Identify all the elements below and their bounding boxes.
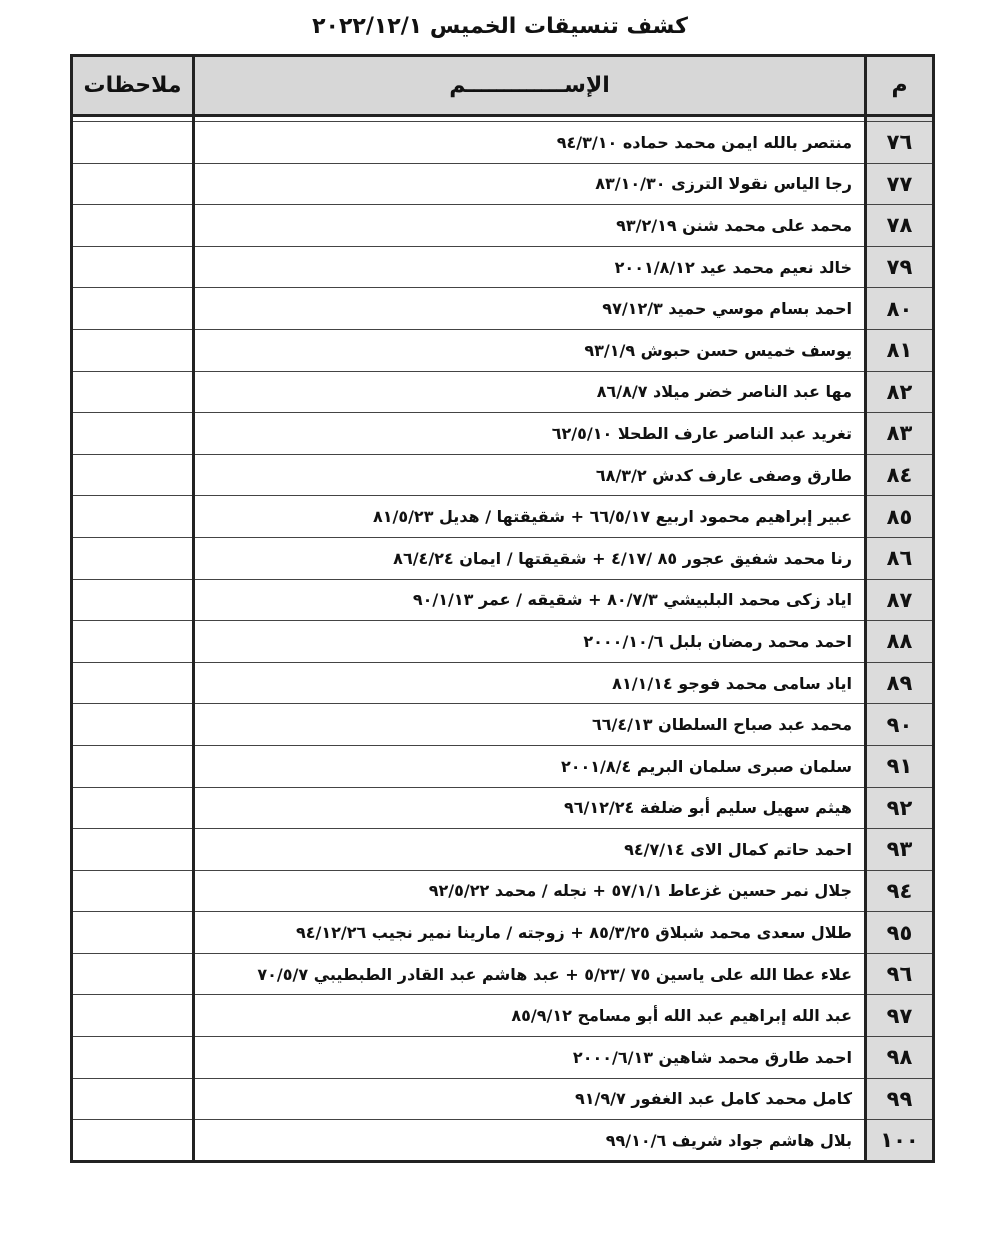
row-notes <box>72 122 194 164</box>
row-name: مها عبد الناصر خضر ميلاد ٨٦/٨/٧ <box>194 371 866 413</box>
table-row <box>72 537 934 579</box>
row-number: ٧٦ <box>866 122 934 164</box>
row-number: ٨٧ <box>866 579 934 621</box>
row-number: ٨٦ <box>866 537 934 579</box>
row-name: عبد الله إبراهيم عبد الله أبو مسامح ٨٥/٩/١٢ <box>194 995 866 1037</box>
row-notes <box>72 953 194 995</box>
row-number: ٨٣ <box>866 413 934 455</box>
row-notes <box>72 787 194 829</box>
row-number: ٩٠ <box>866 704 934 746</box>
row-number: ٩٣ <box>866 829 934 871</box>
table-row <box>72 246 934 288</box>
row-notes <box>72 537 194 579</box>
header-name: الإســـــــــــــم <box>194 56 866 116</box>
row-number: ٨٠ <box>866 288 934 330</box>
row-name: رنا محمد شفيق عجور ٨٥ /٤/١٧ + شقيقتها / ايمان ٨٦/٤/٢٤ <box>194 537 866 579</box>
row-notes <box>72 662 194 704</box>
row-name: احمد محمد رمضان بلبل ٢٠٠٠/١٠/٦ <box>194 621 866 663</box>
row-number: ٨٥ <box>866 496 934 538</box>
row-name: عبير إبراهيم محمود اربيع ٦٦/٥/١٧ + شقيقتها / هديل ٨١/٥/٢٣ <box>194 496 866 538</box>
row-name: احمد حاتم كمال الاى ٩٤/٧/١٤ <box>194 829 866 871</box>
table-row <box>72 995 934 1037</box>
table-row <box>72 870 934 912</box>
row-notes <box>72 205 194 247</box>
row-name: احمد طارق محمد شاهين ٢٠٠٠/٦/١٣ <box>194 1037 866 1079</box>
table-row <box>72 1078 934 1120</box>
row-number: ٩١ <box>866 745 934 787</box>
row-number: ٩٤ <box>866 870 934 912</box>
table-row <box>72 953 934 995</box>
table-row <box>72 787 934 829</box>
row-notes <box>72 870 194 912</box>
row-number: ٨٩ <box>866 662 934 704</box>
row-number: ٩٩ <box>866 1078 934 1120</box>
row-number: ١٠٠ <box>866 1120 934 1162</box>
row-number: ٩٦ <box>866 953 934 995</box>
table-row <box>72 413 934 455</box>
row-name: علاء عطا الله على ياسين ٧٥ /٥/٢٣ + عبد هاشم عبد القادر الطبطيبي ٧٠/٥/٧ <box>194 953 866 995</box>
row-name: طارق وصفى عارف كدش ٦٨/٣/٢ <box>194 454 866 496</box>
row-name: منتصر بالله ايمن محمد حماده ٩٤/٣/١٠ <box>194 122 866 164</box>
table-header-row <box>72 56 934 116</box>
row-notes <box>72 704 194 746</box>
row-notes <box>72 1120 194 1162</box>
row-number: ٩٨ <box>866 1037 934 1079</box>
row-number: ٩٥ <box>866 912 934 954</box>
row-notes <box>72 745 194 787</box>
table-row <box>72 288 934 330</box>
row-notes <box>72 829 194 871</box>
table-row <box>72 704 934 746</box>
row-name: احمد بسام موسي حميد ٩٧/١٢/٣ <box>194 288 866 330</box>
table-row <box>72 454 934 496</box>
row-name: كامل محمد كامل عبد الغفور ٩١/٩/٧ <box>194 1078 866 1120</box>
row-notes <box>72 579 194 621</box>
table-row <box>72 912 934 954</box>
table-row <box>72 745 934 787</box>
page-title: كشف تنسيقات الخميس ٢٠٢٢/١٢/١ <box>312 14 688 39</box>
row-notes <box>72 496 194 538</box>
row-name: يوسف خميس حسن حبوش ٩٣/١/٩ <box>194 329 866 371</box>
roster-table <box>70 54 935 1163</box>
table-row <box>72 122 934 164</box>
table-row <box>72 205 934 247</box>
row-number: ٨٨ <box>866 621 934 663</box>
row-name: اياد زكى محمد البلبيشي ٨٠/٧/٣ + شقيقه / عمر ٩٠/١/١٣ <box>194 579 866 621</box>
header-number: م <box>866 56 934 116</box>
row-notes <box>72 995 194 1037</box>
row-number: ٩٧ <box>866 995 934 1037</box>
table-row <box>72 579 934 621</box>
row-name: محمد عبد صباح السلطان ٦٦/٤/١٣ <box>194 704 866 746</box>
row-name: خالد نعيم محمد عيد ٢٠٠١/٨/١٢ <box>194 246 866 288</box>
header-notes: ملاحظات <box>72 56 194 116</box>
row-notes <box>72 329 194 371</box>
table-row <box>72 329 934 371</box>
row-name: هيثم سهيل سليم أبو ضلفة ٩٦/١٢/٢٤ <box>194 787 866 829</box>
row-name: طلال سعدى محمد شبلاق ٨٥/٣/٢٥ + زوجته / مارينا نمير نجيب ٩٤/١٢/٢٦ <box>194 912 866 954</box>
row-name: رجا الياس نقولا الترزى ٨٣/١٠/٣٠ <box>194 163 866 205</box>
row-notes <box>72 246 194 288</box>
row-number: ٩٢ <box>866 787 934 829</box>
table-row <box>72 163 934 205</box>
table-row <box>72 621 934 663</box>
row-name: اياد سامى محمد فوجو ٨١/١/١٤ <box>194 662 866 704</box>
table-row <box>72 662 934 704</box>
table-row <box>72 371 934 413</box>
row-notes <box>72 1078 194 1120</box>
row-notes <box>72 912 194 954</box>
table-row <box>72 496 934 538</box>
table-row <box>72 829 934 871</box>
row-notes <box>72 163 194 205</box>
row-name: تغريد عبد الناصر عارف الطحلا ٦٢/٥/١٠ <box>194 413 866 455</box>
table-row <box>72 1037 934 1079</box>
row-number: ٧٨ <box>866 205 934 247</box>
row-number: ٨٤ <box>866 454 934 496</box>
row-notes <box>72 288 194 330</box>
row-notes <box>72 454 194 496</box>
row-name: جلال نمر حسين غزعاط ٥٧/١/١ + نجله / محمد ٩٢/٥/٢٢ <box>194 870 866 912</box>
table-row <box>72 1120 934 1162</box>
row-number: ٨٢ <box>866 371 934 413</box>
row-name: سلمان صبرى سلمان البريم ٢٠٠١/٨/٤ <box>194 745 866 787</box>
row-notes <box>72 371 194 413</box>
table-body <box>72 116 934 1162</box>
row-number: ٧٧ <box>866 163 934 205</box>
row-notes <box>72 1037 194 1079</box>
row-notes <box>72 621 194 663</box>
row-number: ٨١ <box>866 329 934 371</box>
row-number: ٧٩ <box>866 246 934 288</box>
row-name: بلال هاشم جواد شريف ٩٩/١٠/٦ <box>194 1120 866 1162</box>
row-notes <box>72 413 194 455</box>
row-name: محمد على محمد شنن ٩٣/٢/١٩ <box>194 205 866 247</box>
